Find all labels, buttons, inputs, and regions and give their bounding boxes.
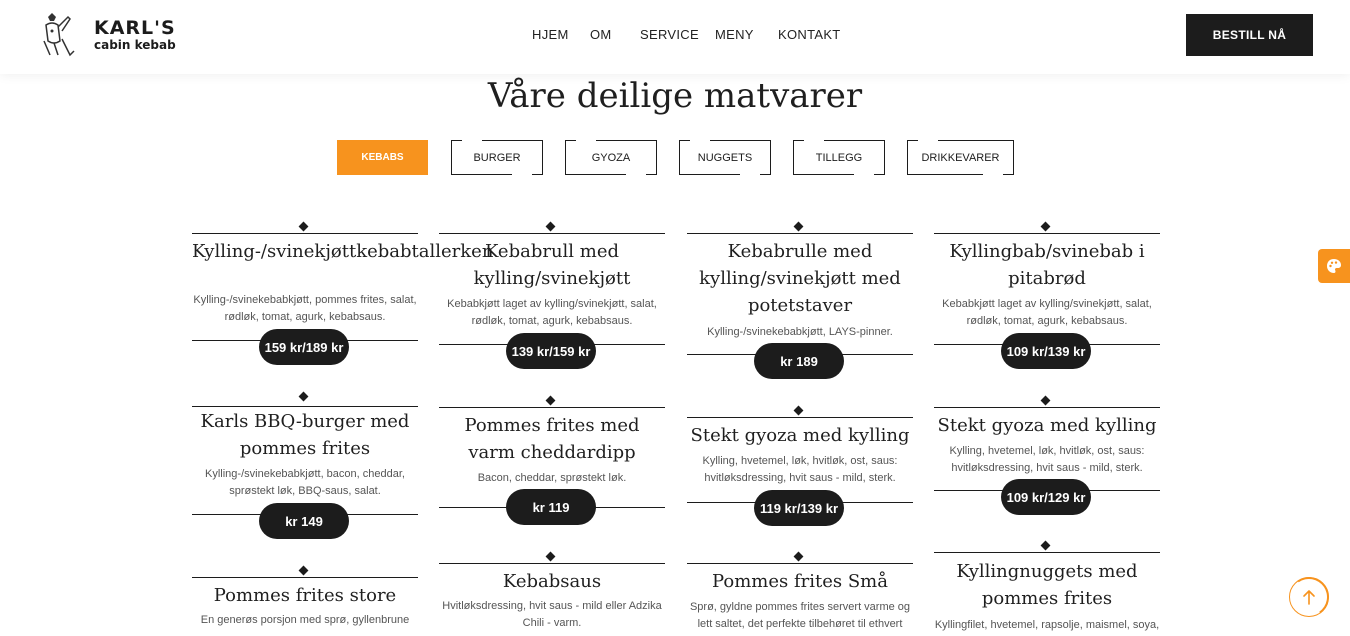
divider xyxy=(439,563,665,564)
item-description: Bacon, cheddar, sprøstekt løk. xyxy=(477,472,627,484)
divider xyxy=(934,552,1160,553)
item-description: Kylling-/svinekebabkjøtt, bacon, cheddar, sprøstekt løk, BBQ-saus, salat. xyxy=(205,468,405,497)
item-name: Kebabrulle med kylling/svinekjøtt med potetstaver xyxy=(699,241,901,316)
price-badge: 139 kr/159 kr xyxy=(506,333,596,369)
tab-nuggets-label: NUGGETS xyxy=(697,151,753,164)
nav-home[interactable]: HJEM xyxy=(532,27,569,42)
tab-drikkevarer-label: DRIKKEVARER xyxy=(921,151,1000,164)
price-badge: kr 189 xyxy=(754,343,844,379)
tab-burger-label: BURGER xyxy=(473,151,521,164)
item-name: Pommes frites med varm cheddardipp xyxy=(464,415,640,463)
nav-service[interactable]: SERVICE xyxy=(640,27,699,42)
item-description: Kylling-/svinekebabkjøtt, LAYS-pinner. xyxy=(707,326,893,338)
tab-gyoza[interactable] xyxy=(565,140,657,175)
tab-burger[interactable] xyxy=(451,140,543,175)
diamond-icon xyxy=(1041,541,1051,551)
diamond-icon xyxy=(1041,396,1051,406)
item-description: Kylling, hvetemel, løk, hvitløk, ost, saus: hvitløksdressing, hvit saus - mild, sterk. xyxy=(949,445,1145,474)
palette-icon xyxy=(1326,258,1342,274)
diamond-icon xyxy=(299,392,309,402)
item-name: Kyllingnuggets med pommes frites xyxy=(956,561,1138,609)
diamond-icon xyxy=(794,406,804,416)
theme-palette-button[interactable] xyxy=(1318,249,1350,283)
logo-chef-icon xyxy=(40,11,80,59)
divider xyxy=(934,407,1160,408)
logo[interactable] xyxy=(40,10,190,60)
item-name: Pommes frites store xyxy=(213,585,397,606)
tab-drikkevarer[interactable] xyxy=(907,140,1014,175)
tab-tillegg-label: TILLEGG xyxy=(815,151,863,164)
item-name: Kyllingbab/svinebab i pitabrød xyxy=(949,241,1145,289)
price-badge: 159 kr/189 kr xyxy=(259,329,349,365)
diamond-icon xyxy=(546,396,556,406)
diamond-icon xyxy=(299,566,309,576)
item-description: Kebabkjøtt laget av kylling/svinekjøtt, salat, rødløk, tomat, agurk, kebabsaus. xyxy=(447,298,657,327)
main-nav xyxy=(0,0,1350,70)
divider xyxy=(192,406,418,407)
item-name: Stekt gyoza med kylling xyxy=(937,415,1157,436)
divider xyxy=(687,233,913,234)
divider xyxy=(439,407,665,408)
tab-tillegg[interactable] xyxy=(793,140,885,175)
site-header xyxy=(0,0,1350,74)
divider xyxy=(192,577,418,578)
nav-menu[interactable]: MENY xyxy=(715,27,754,42)
item-name: Kylling-/svinekjøttkebabtallerken xyxy=(192,241,494,262)
divider xyxy=(934,233,1160,234)
scroll-progress-ring xyxy=(1286,574,1332,620)
item-description: Kylling-/svinekebabkjøtt, pommes frites, salat, rødløk, tomat, agurk, kebabsaus. xyxy=(193,294,417,323)
item-description: Kebabkjøtt laget av kylling/svinekjøtt, salat, rødløk, tomat, agurk, kebabsaus. xyxy=(942,298,1152,327)
divider xyxy=(439,233,665,234)
diamond-icon xyxy=(546,222,556,232)
item-description: Sprø, gyldne pommes frites servert varme og lett saltet, det perfekte tilbehøret til ethvert xyxy=(689,601,911,630)
item-name: Kebabrull med kylling/svinekjøtt xyxy=(473,241,631,289)
diamond-icon xyxy=(794,552,804,562)
diamond-icon xyxy=(1041,222,1051,232)
price-badge: kr 119 xyxy=(506,489,596,525)
item-name: Karls BBQ-burger med pommes frites xyxy=(200,411,410,459)
item-description: Kyllingfilet, hvetemel, rapsolje, maismel, soya, xyxy=(934,619,1160,631)
divider xyxy=(687,563,913,564)
price-badge: 119 kr/139 kr xyxy=(754,490,844,526)
order-now-button[interactable]: BESTILL NÅ xyxy=(1186,14,1313,56)
scroll-to-top-button[interactable] xyxy=(1289,577,1329,617)
brand-title: KARL'S xyxy=(94,17,176,39)
item-name: Stekt gyoza med kylling xyxy=(690,425,910,446)
item-name: Pommes frites Små xyxy=(712,571,888,592)
diamond-icon xyxy=(299,222,309,232)
item-description: Kylling, hvetemel, løk, hvitløk, ost, saus: hvitløksdressing, hvit saus - mild, sterk. xyxy=(702,455,898,484)
item-description: Hvitløksdressing, hvit saus - mild eller Adzika Chili - varm. xyxy=(442,600,662,629)
price-badge: 109 kr/139 kr xyxy=(1001,333,1091,369)
item-description: En generøs porsjon med sprø, gyllenbrune xyxy=(200,614,410,626)
section-title: Våre deilige matvarer xyxy=(487,76,863,116)
tab-nuggets[interactable] xyxy=(679,140,771,175)
price-badge: 109 kr/129 kr xyxy=(1001,479,1091,515)
diamond-icon xyxy=(546,552,556,562)
divider xyxy=(192,233,418,234)
brand-subtitle: cabin kebab xyxy=(94,38,176,52)
nav-about[interactable]: OM xyxy=(590,27,612,42)
nav-contact[interactable]: KONTAKT xyxy=(778,27,841,42)
tab-gyoza-label: GYOZA xyxy=(591,151,631,164)
divider xyxy=(687,417,913,418)
price-badge: kr 149 xyxy=(259,503,349,539)
tab-kebabs[interactable]: KEBABS xyxy=(337,140,428,175)
diamond-icon xyxy=(794,222,804,232)
item-name: Kebabsaus xyxy=(502,571,602,592)
